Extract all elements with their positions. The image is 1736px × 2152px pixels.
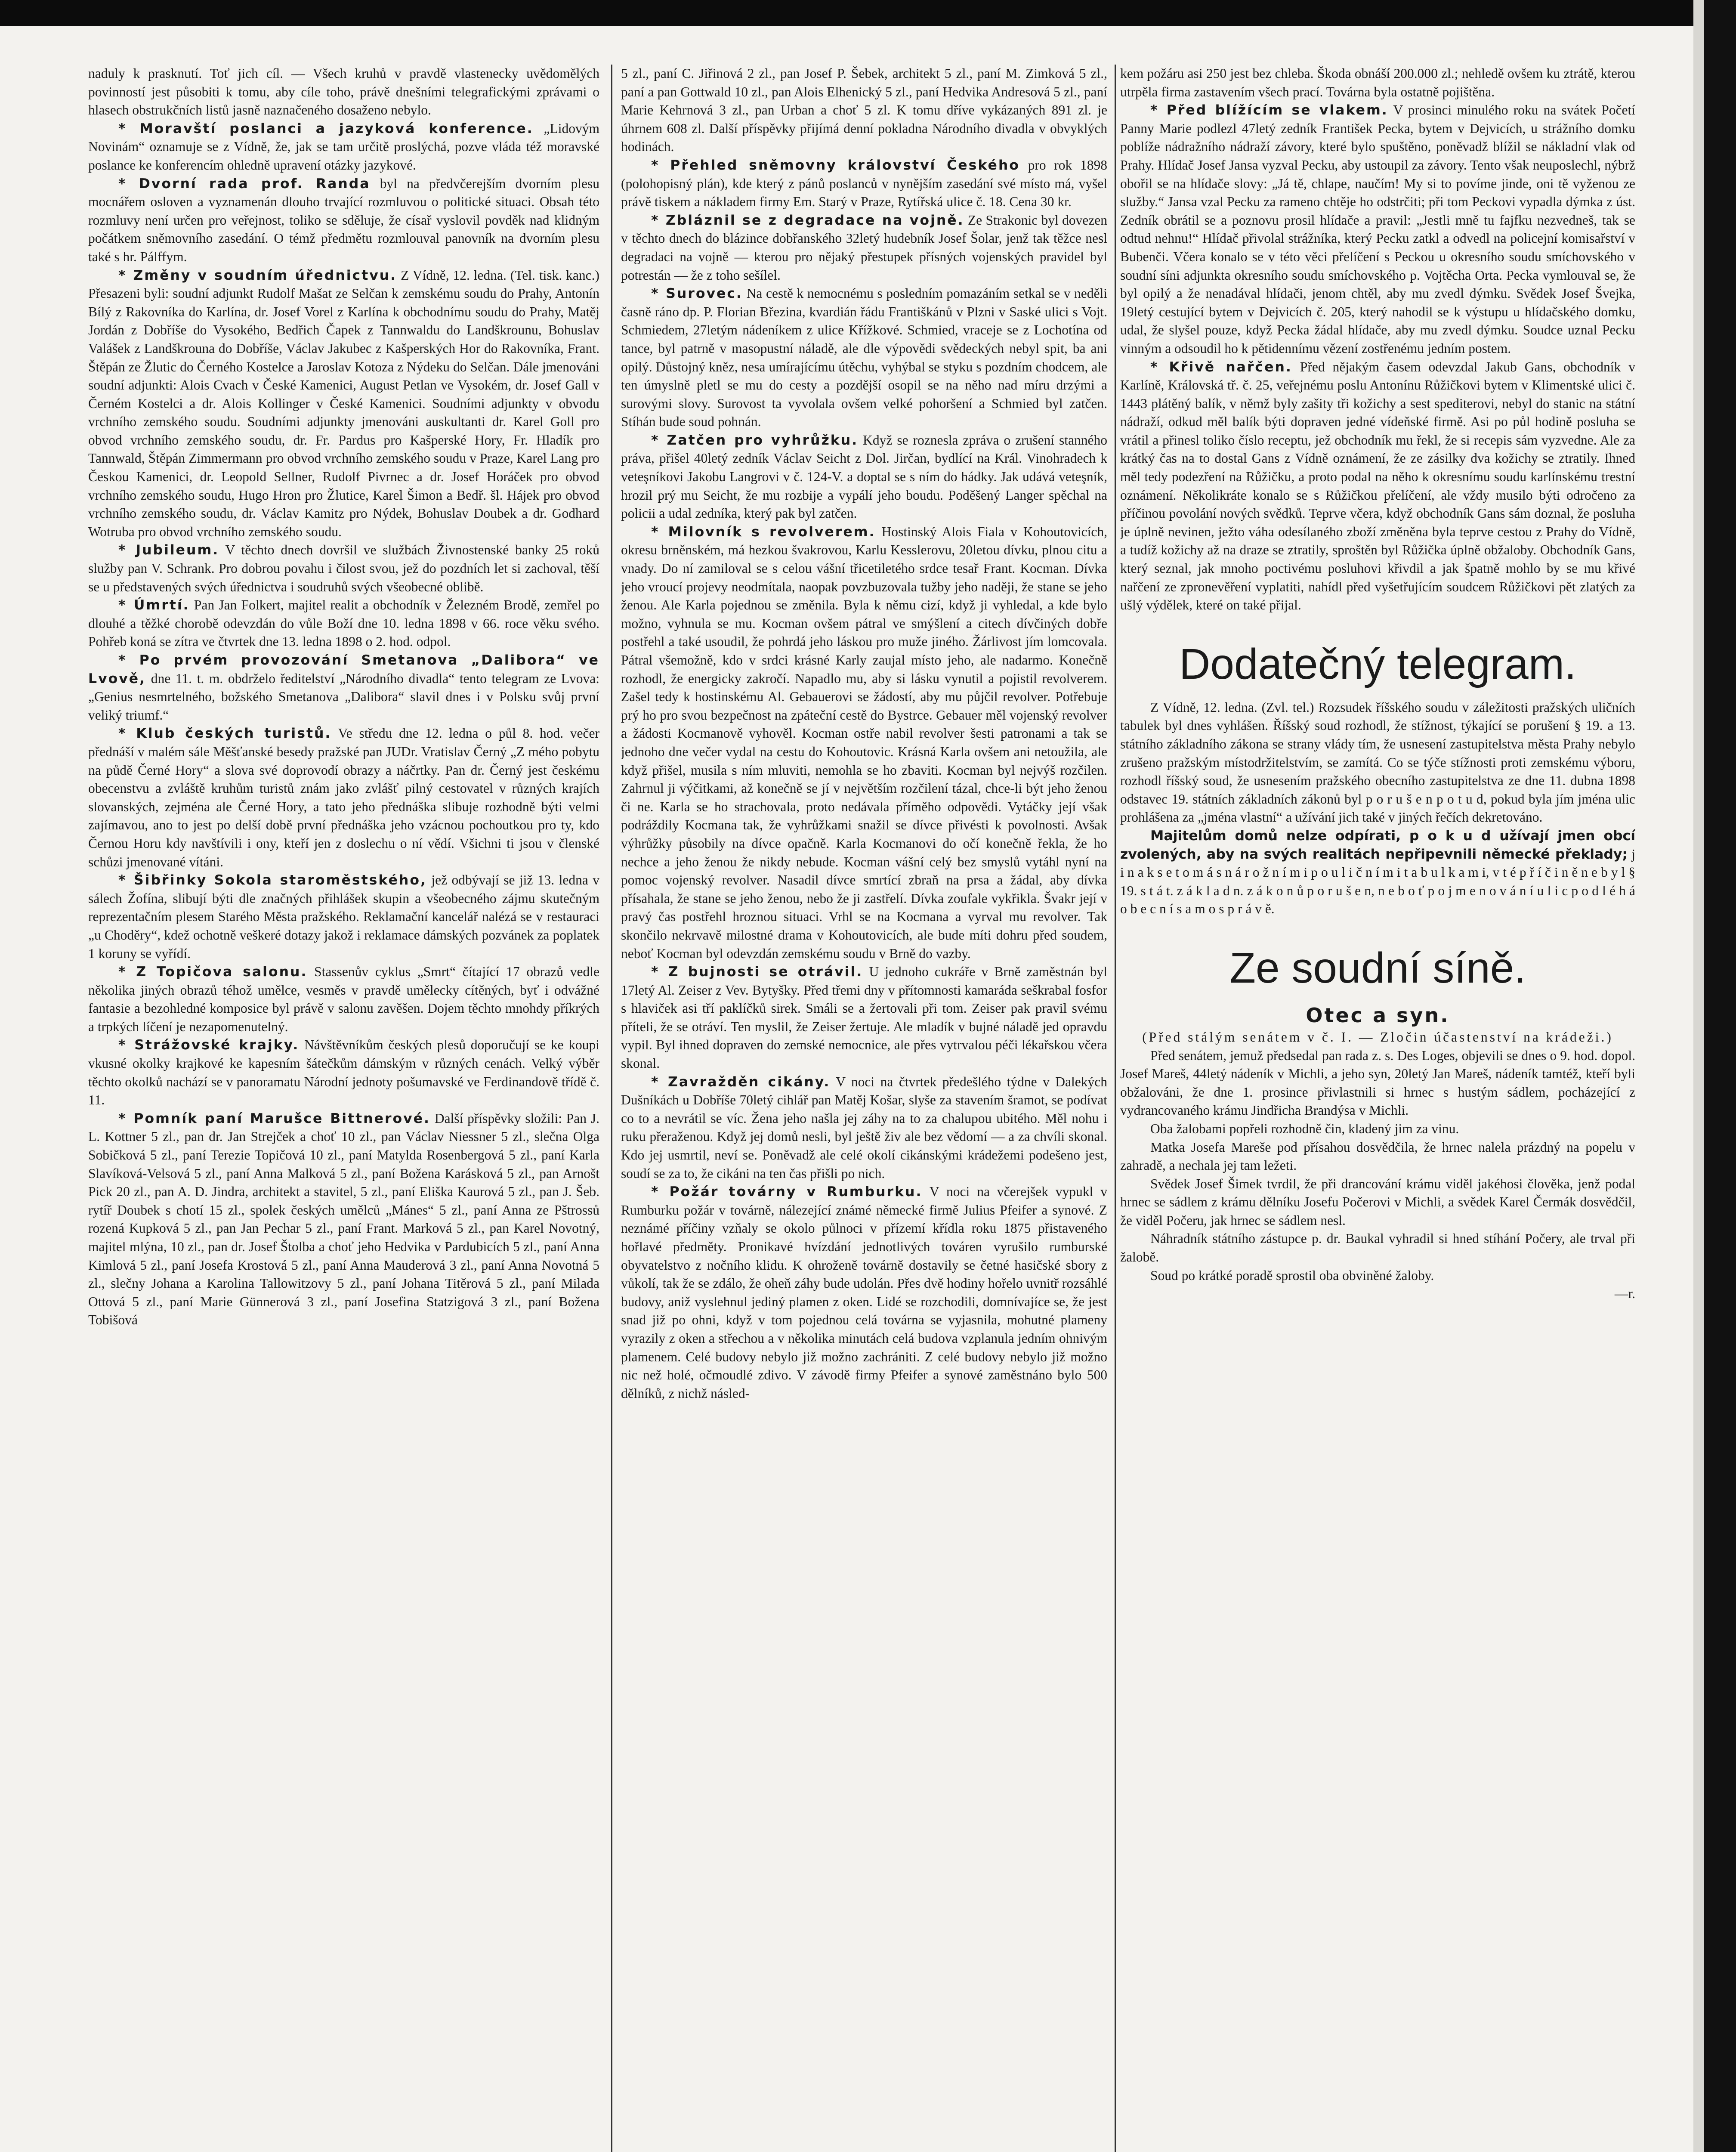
body-blizicim: V prosinci minulého roku na svátek Početí Panny Marie podlezl 47letý zedník František Pecka, bytem v Dejvicích, u strážního domku poblíže nádražního nádraží závory, které bylo spuštěno, poněvadž blížil se nákladní vlak od Prahy. Hlídač Josef Jansa vyzval Pecku, aby ustoupil za závory. Tento však neuposlechl, nýbrž obořil se na hlídače slovy: „Já tě, chlape, naučím! My si to povíme jinde, oni tě vyženou ze služby.“ Jansa vzal Pecku za rameno chtěje ho odstrčiti; při tom Peckovi vypadla dýmka z úst. Zedník obrátil se a poznovu prosil hlídače a pravil: „Jestli mně tu fajfku nezvedneš, tak se odtud nehnu!“ Hlídač přivolal strážníka, který Pecku zatkl a odvedl na policejní komisařství v Bubenči. Včera konalo se v této věci přelíčení s Peckou u okresního soudu smíchovského v soudní síni adjunkta okresního soudu smíchovského p. Vojtěcha Orta. Pecka vymlouval se, že byl opilý a že nenadával hlídači, jenom chtěl, aby mu zvedl dýmku. Svědek Josef Švejka, 19letý cestující bytem v Dejvicích č. 205, který nahodil se k výstupu u hlídačského domku, udal, že slyšel pouze, když Pecka žádal hlídače, aby mu zvedl dýmku. Soudce uznal Pecku vinným a odsoudil ho k pětidennímu vězení zostřenému jedním postem. bbox=[1120, 102, 1635, 356]
body-pozar: V noci na včerejšek vypukl v Rumburku požár v továrně, nálezející známé německé firmě Julius Pfeifer a synové. Z neznámé příčiny vzňaly se okolo půlnoci v přízemí křídla roku 1875 přistaveného hořlavé předměty. Pronikavé hvízdání jednotlivých továren vyrušilo rumburské obyvatelstvo z nočního klidu. K ohroženě továrně dostavily se četné hasičské sbory z vůkolí, tak že se zdálo, že oheň záhy bude udolán. Přes dvě hodiny hořelo uvnitř rozsáhlé budovy, aniž vyslehnul jediný plamen z oken. Lidé se rozchodili, domnívajíce se, že jest snad již po ohni, když v tom pojednou celá továrna se vyjasnila, mohutné plameny vyrazily z oken a střechou a v několika minutách celá budova vzplanula jedním ohnivým plamenem. Celé budovy nebylo již možno zachrániti. Z celé budovy nebylo již možno nic než holé, očmoudlé zdivo. V závodě firmy Pfeifer a synové zaměstnáno bylo 500 dělníků, z nichž násled- bbox=[621, 1184, 1107, 1401]
heading-pozar: * Požár továrny v Rumburku. bbox=[651, 1184, 923, 1200]
telegram-title: Dodatečný telegram. bbox=[1179, 640, 1576, 688]
article-provedeni bbox=[88, 651, 599, 724]
heading-bujnost: * Z bujnosti se otrávil. bbox=[651, 964, 863, 980]
heading-zmeny: * Změny v soudním úřednictvu. bbox=[118, 267, 397, 283]
column-rule-2 bbox=[1115, 65, 1116, 2152]
heading-sibrinky: * Šibřinky Sokola staroměstského, bbox=[118, 872, 427, 888]
court-body-2: Oba žalobami popřeli rozhodně čin, kladený jim za vinu. bbox=[1150, 1121, 1459, 1136]
body-pomnik: Další příspěvky složili: Pan J. L. Kottner 5 zl., pan dr. Jan Strejček a choť 10 zl., pan Václav Niessner 5 zl., slečna Olga Sobičková 5 zl., paní Terezie Topičová 10 zl., paní Matylda Rosenbergová 5 zl., paní Karla Slavíková-Velsová 5 zl., paní Anna Malková 5 zl., paní Božena Karásková 5 zl., pan Arnošt Pick 20 zl., pan A. D. Jindra, architekt a stavitel, 5 zl., paní Eliška Kaurová 5 zl., pan J. Šeb. rytíř Doubek s chotí 15 zl., spolek českých umělců „Mánes“ 5 zl., paní Anna ze Pštrossů rozená Kupková 5 zl., pan Jan Pechar 5 zl., paní Frant. Marková 5 zl., pan Karel Novotný, majitel mlýna, 10 zl., pan dr. Josef Štolba a choť jeho Hedvika v Pardubicích 5 zl., paní Anna Kimlová 5 zl., paní Josefa Krostová 5 zl., paní Anna Mauderová 3 zl., paní Anna Novotná 5 zl., slečny Johana a Karolina Tallowitzovy 5 zl., paní Johana Titěrová 5 zl., paní Milada Ottová 5 zl., paní Marie Günnerová 3 zl., paní Josefina Statzigová 3 zl., paní Božena Tobišová bbox=[88, 1110, 599, 1328]
heading-prehled: * Přehled sněmovny království Českého bbox=[651, 157, 1020, 173]
telegram-spaced: j i n a k s e t o m á s n á r o ž n í m i p o u l i č n í m i t a b u l k a m i, v t é p ř í č i n ě n e b y l § 19. s t á t. z á k l a d n. z á k o n ů p o r u š e n, n e b o ť p o j m e n o v á n í u l i c p o d l é h á o b e c n í s a m o s p r á v ě. bbox=[1120, 846, 1635, 917]
article-klub bbox=[88, 724, 599, 871]
article-pozar bbox=[621, 1183, 1107, 1403]
body-zavrazden: V noci na čtvrtek předešlého týdne v Dalekých Dušníkách u Dobříše 70letý cihlář pan Matěj Košar, slyše za stavením šramot, se podívat co to a nevrátil se víc. Žena jeho našla jej záhy na to za chalupou ubitého. Měl nohu i ruku přeraženou. Když jej domů nesli, byl ještě živ ale bez vědomí — a za chvíli skonal. Kdo jej usmrtil, neví se. Poněvadž ale celé okolí cikánskými krádežemi podešeno jest, soudí se za to, že cikáni na ten čas přišli po nich. bbox=[621, 1074, 1107, 1181]
court-article-title: Otec a syn. bbox=[1306, 1003, 1450, 1027]
article-jubileum bbox=[88, 541, 599, 596]
court-body-1: Před senátem, jemuž předsedal pan rada z. s. Des Loges, objevili se dnes o 9. hod. dopol. Josef Mareš, 44letý nádeník v Michli, a jeho syn, 20letý Jan Mareš, nádeník tamtéž, kteří byli obžalováni, že dne 1. prosince přivlastnili si hrnec s hustým sádlem, pocházející z vydrancovaného krámu Jindřicha Brandýsa v Michli. bbox=[1120, 1048, 1635, 1118]
heading-strazovske: * Strážovské krajky. bbox=[118, 1037, 300, 1053]
body-umrti: Pan Jan Folkert, majitel realit a obchodník v Železném Brodě, zemřel po dlouhé a těžké chorobě odevzdán do vůle Boží dne 10. ledna 1898 v 66. roce věku svého. Pohřeb koná se zítra ve čtvrtek dne 13. ledna 1898 o 2. hod. odpol. bbox=[88, 597, 599, 649]
heading-krive: * Křivě nařčen. bbox=[1150, 359, 1292, 375]
article-prehled bbox=[621, 156, 1107, 211]
article-sibrinky bbox=[88, 871, 599, 963]
heading-milovnik: * Milovník s revolverem. bbox=[651, 524, 876, 540]
court-signature: —r. bbox=[1614, 1286, 1635, 1302]
court-body-3: Matka Josefa Mareše pod přísahou dosvědčila, že hrnec nalela prázdný na popelu v zahradě, a nechala jej tam ležeti. bbox=[1120, 1139, 1635, 1173]
heading-umrti: * Úmrtí. bbox=[118, 597, 190, 613]
article-pomnik bbox=[88, 1110, 599, 1330]
heading-surovec: * Surovec. bbox=[651, 286, 743, 302]
telegram-emphasis: Majitelům domů nelze odpírati, p o k u d užívají jmen obcí zvolených, aby na svých realitách nepřipevnili německé překlady; bbox=[1120, 828, 1635, 862]
heading-topic: * Z Topičova salonu. bbox=[118, 964, 308, 980]
body-zatcen: Když se roznesla zpráva o zrušení stanného práva, přišel 40letý zedník Václav Seicht z Dol. Jirčan, bydlící na Král. Vinohradech k veteşníkovi Jakobu Langrovi v č. 124-V. a doptal se s ním do hádky. Jak udává veteşník, hrozil prý mu Seicht, že mu rozbije a vypálí jeho boudu. Poděšený Langer spěchal na policii a udal zedníka, který pak byl zatčen. bbox=[621, 432, 1107, 521]
article-umrti bbox=[88, 596, 599, 651]
article-blizicim bbox=[1120, 101, 1635, 358]
body-rada: byl na předvčerejším dvorním plesu mocnářem osloven a vyznamenán dlouho trvající rozmluvou o politické situaci. Obsah této rozmluvy není určen pro veřejnost, toliko se sděluje, že císař vyslovil povděk nad klidným počátkem sněmovního zasedání. O témž předmětu rozmlouval panovník na dvorním plesu také s hr. Pálffym. bbox=[88, 176, 599, 264]
article-moravsti bbox=[88, 120, 599, 175]
article-milovnik bbox=[621, 523, 1107, 963]
body-zbaznil: Ze Strakonic byl dovezen v těchto dnech do blázince dobřanského 32letý hudebník Josef Šolar, jenž tak těžce nesl degradaci na vojně — kterou pro nějaký přestupek přísných vojenských pravidel byl potrestán — že z toho sešílel. bbox=[621, 212, 1107, 283]
body-topic: Stassenův cyklus „Smrt“ čítající 17 obrazů vedle několika jiných obrazů téhož umělce, vesměs v pravdě umělecky cítěných, byť i odvážné fantasie a bezohledné komposice byl právě v salonu zavěšen. Dojem těchto mnohdy příkrých a trpkých líčení je nezapomenutelný. bbox=[88, 964, 599, 1034]
scan-edge-shadow bbox=[1693, 0, 1704, 2152]
heading-zbaznil: * Zbláznil se z degradace na vojně. bbox=[651, 212, 964, 228]
court-body-4: Svědek Josef Šimek tvrdil, že při drancování krámu viděl jakéhosi člověka, jenž podal hrnec se sádlem z krámu dělníku Josefu Počerovi v Michli, a svědek Karel Čermák dosvědčil, že viděl Počeru, jak hrnec se sádlem nesl. bbox=[1120, 1176, 1635, 1228]
body-bujnost: U jednoho cukráře v Brně zaměstnán byl 17letý Al. Zeiser z Vev. Bytyšky. Před třemi dny v přítomnosti kamaráda seškrabal fosfor s hlaviček asi tří paklíčků sirek. Smáli se a žertovali při tom. Zeiser pak pravil svému příteli, že se otráví. Ten myslil, že Zeiser žertuje. Ale mladík v bujné náladě jed opravdu vypil. Byl ihned dopraven do zemské nemocnice, ale přes vytrvalou péči lékařskou včera skonal. bbox=[621, 964, 1107, 1071]
article-zmeny bbox=[88, 266, 599, 541]
body-krive: Před nějakým časem odevzdal Jakub Gans, obchodník v Karlíně, Královská tř. č. 25, veřejnému poslu Antonínu Růžičkovi bytem v Klimentské ulici č. 1443 plátěný balík, v němž byly zašity tři kožichy a sest spediterovi, nebyl do stanic na státní nádraží, odkud měl balík býti dopraven jedné vídeňské firmě. Asi po půl hodině posluha se vrátil a přinesl toliko číslo receptu, jež obchodník mu řekl, že si recepis sám vyzvedne. Ale za krátký čas na to dostal Gans z Vídně oznámení, že ze zásilky dva kožichy se ztratily. Ihned měl tedy podezření na Růžičku, a proto podal na něho k okresnímu soudu karlínskému trestní oznámení. Několikráte konalo se s Růžičkou přelíčení, ale vždy musilo býti odročeno za příčinou povolání nových svědků. Teprve včera, když obchodník Gans sám doznal, že posluha je úplně nevinen, ježto váha odesílaného zboží změněna byla teprve cestou z Prahy do Vídně, a tudíž kožichy až na draze se ztratily, sproštěn byl Růžička úplně obžaloby. Obchodník Gans, který seznal, jak mnoho poctivému posluhovi křivdil a jak špatně mohlo by se mu křivé nařčení ze zpronevěření vyplatiti, nahídl před vyšetřujícím soudcem Růžičkovi pět zlatých za ušlý výdělek, které on také přijal. bbox=[1120, 359, 1635, 613]
heading-zatcen: * Zatčen pro vyhrůžku. bbox=[651, 432, 859, 448]
court-body-6: Soud po krátké poradě sprostil oba obviněné žaloby. bbox=[1150, 1268, 1434, 1283]
article-continuation: 5 zl., paní C. Jiřinová 2 zl., pan Josef P. Šebek, architekt 5 zl., paní M. Zimková 5 zl., paní a pan Gottwald 10 zl., pan Alois Elhenický 5 zl., paní Hedvika Andresová 5 zl., paní Marie Kehrnová 3 zl., pan Urban a choť 5 zl. K tomu dříve vykázaných 891 zl. je úhrnem 608 zl. Další příspěvky přijímá denní pokladna Národního divadla v obvyklých hodinách. bbox=[621, 66, 1107, 155]
article-strazovske bbox=[88, 1036, 599, 1109]
body-jubileum: V těchto dnech dovršil ve službách Živnostenské banky 25 roků služby pan V. Schrank. Pro dobrou povahu i čilost svou, jež do pozdních let si zachoval, těší se u představených svých úřednictva i soudruhů svých všeobecné oblibě. bbox=[88, 542, 599, 594]
heading-provedeni: * Po prvém provozování Smetanova „Dalibora“ ve Lvově, bbox=[88, 652, 599, 686]
article-continuation-3: kem požáru asi 250 jest bez chleba. Škoda obnáší 200.000 zl.; nehledě ovšem ku ztrátě, kterou utrpěla firma zastavením všech prací. Továrna byla ostatně pojištěna. bbox=[1120, 66, 1635, 99]
column-2 bbox=[621, 65, 1107, 2152]
article-surovec bbox=[621, 284, 1107, 431]
telegram-body-2 bbox=[1120, 827, 1635, 918]
court-body-5: Náhradník státního zástupce p. dr. Baukal vyhradil si hned stíhání Počery, ale trval při žalobě. bbox=[1120, 1231, 1635, 1265]
article-rada bbox=[88, 175, 599, 266]
article-intro: naduly k prasknutí. Toť jich cíl. — Všech kruhů v pravdě vlastenecky uvědomělých povinností jest působiti k tomu, aby cíle toho, právě dnešními telegrafickými zprávami o hlasech obstrukčních listů jasně naznačeného dosaženo nebylo. bbox=[88, 66, 599, 118]
article-topic bbox=[88, 963, 599, 1036]
body-strazovske: Návštěvníkům českých plesů doporučují se ke koupi vkusné okolky krajkové ke kapesním šátečkům dámským v různých cenách. Velký výběr těchto okolků nachází se v panoramatu Národní jednoty pošumavské ve Ferdinandově třídě č. 11. bbox=[88, 1037, 599, 1108]
heading-pomnik: * Pomník paní Marušce Bittnerové. bbox=[118, 1110, 430, 1126]
article-krive bbox=[1120, 358, 1635, 615]
column-3 bbox=[1120, 65, 1635, 2152]
heading-rada: * Dvorní rada prof. Randa bbox=[118, 176, 371, 192]
heading-klub: * Klub českých turistů. bbox=[118, 726, 332, 742]
scan-edge-top bbox=[0, 0, 1736, 26]
article-bujnost bbox=[621, 963, 1107, 1073]
body-milovnik: Hostinský Alois Fiala v Kohoutovicích, okresu brněnském, má hezkou švakrovou, Karlu Kesslerovu, 20letou dívku, plnou citu a vnady. Do ní zamiloval se s celou vášní třicetiletého srdce tesař Frant. Kocman. Dívka jeho vroucí projevy neodmítala, naopak povzbuzovala tužby jeho naději, že stane se jeho ženou. Ale Karla pojednou se změnila. Byla k němu cizí, když ji vyhledal, a kde bylo možno, vyhnula se mu. Kocman ovšem pátral ve smýšlení a citech dívčiných dobře postřehl a také usoudil, že pohrdá jeho láskou pro muže jiného. Žárlivost jím lomcovala. Pátral všemožně, kdo v srdci krásné Karly zaujal místo jeho, ale nadarmo. Konečně rozhodl, že energicky zakročí. Napadlo mu, aby si lásku vynutil a pojistil revolverem. Zašel tedy k hostinskému Al. Gebauerovi se žádostí, aby mu půjčil revolver. Potřebuje prý ho pro svou bezpečnost na zpáteční cestě do Bystrce. Gebauer měl vojenský revolver a žádosti Kocmanově vyhověl. Kocman ostře nabil revolver šesti patronami a tak se jednoho dne večer vydal na cestu do Kohoutovic. Krásná Karla ovšem ani netoužila, ale když přišel, musila s ním mluviti, nemohla se ho zbaviti. Kocman byl nejvýš rozčilen. Zahrnul ji výčitkami, až konečně se jí v největším rozčilení tázal, chce-li být jeho ženou či ne. Karla se ho strachovala, proto nedávala příměho odpovědi. Vytáčky její však podráždily Kocmana tak, že vyhrůžkami snažil se dívce přivésti k povolnosti. Avšak výhrůžky působily na dívce opačně. Karla Kocmanovi do očí konečně řekla, že ho nechce a jeho ženou že nikdy nebude. Kocman vášní celý bez smyslů vytáhl nyní na pomoc vojenský revolver. Nasadil dívce smrtící zbraň na prsa a žádal, aby dívka přísahala, že stane se jeho ženou, nebo že ji zastřelí. Dívka zoufale vykřikla. Švakr její v pravý čas postřehl hroznou situaci. Vrhl se na Kocmana a vyrval mu revolver. Tak skončilo nekrvavě milostné drama v Kohoutovicích, ale bude míti dohru před soudem, neboť Kocman byl odevzdán zemskému soudu v Brně do vazby. bbox=[621, 524, 1107, 961]
article-zatcen bbox=[621, 431, 1107, 523]
column-1 bbox=[88, 65, 599, 2152]
body-klub: Ve středu dne 12. ledna o půl 8. hod. večer přednáší v malém sále Měšťanské besedy pražské pan JUDr. Vratislav Černý „Z mého pobytu na půdě Černé Hory“ a slova své doprovodí obrazy a náčrtky. Pan dr. Černý jest českému obecenstvu a zvláště kruhům turistů znám jako zvlášť pilný cestovatel v různých krajích slovanských, zejména ale Černé Hory, a tato jeho přednáška slibuje rozhodně býti velmi zajímavou, ano to jest po delší době první přednáška jeho vzácnou pochoutkou pro ty, kdo Černou Horu kdy navštívili i ony, kteří jen z doslechu o ní vědí. Všichni ti jsou v členské schůzi jmenované vítáni. bbox=[88, 726, 599, 869]
heading-blizicim: * Před blížícím se vlakem. bbox=[1150, 102, 1388, 118]
body-provedeni: dne 11. t. m. obdrželo ředitelství „Národního divadla“ tento telegram ze Lvova: „Genius nesmrtelného, božského Smetanova „Dalibora“ slavil dnes i v Polsku svůj první veliký triumf.“ bbox=[88, 671, 599, 723]
court-section-title: Ze soudní síně. bbox=[1229, 943, 1526, 992]
column-rule-1 bbox=[611, 65, 612, 2152]
telegram-body-1: Z Vídně, 12. ledna. (Zvl. tel.) Rozsudek říšského soudu v záležitosti pražských uličních tabulek byl dnes vyhlášen. Říšský soud rozhodl, že stížnost, týkající se porušení § 19. a 13. státního základního zákona se strany vlády tím, že usnesení zastupitelstva města Prahy nebylo zrušeno pražským místodržitelstvím, se zamítá. Co se týče stížnosti proti zemskému výboru, rozhodl říšský soud, že usnesením pražského obecního zastupitelstva ze dne 11. dubna 1898 odstavec 19. státních základních zákonů byl p o r u š e n p o t u d, pokud byla jím jména ulic prohlášena za „jména vlastní“ a užívání jich také v jiných řečích dekretováno. bbox=[1120, 699, 1635, 825]
heading-jubileum: * Jubileum. bbox=[118, 542, 219, 558]
body-surovec: Na cestě k nemocnému s posledním pomazáním setkal se v neděli časně ráno dp. P. Florian Březina, kvardián řádu Františkánů v Plzni v Saské ulici s Vojt. Schmiedem, 27letým nádeníkem z ulice Křížkové. Schmied, vraceje se z Lochotína od tance, byl patrně v masopustní náladě, ale dle výpovědi svědeckých nebyl spit, ba ani opilý. Důstojný kněz, nesa umírajícímu útěchu, vyhýbal se styku s pozdním chodcem, ale ten úmyslně pletl se mu do cesty a pozdější osopil se na něho nad míru drzými a surovými slovy. Surovost ta vyvolala ovšem velké pohoršení a Schmied byl zatčen. Stíhán bude soud pohnán. bbox=[621, 286, 1107, 430]
scan-edge-right bbox=[1704, 0, 1736, 2152]
article-zbaznil bbox=[621, 211, 1107, 284]
body-zmeny: Z Vídně, 12. ledna. (Tel. tisk. kanc.) Přesazeni byli: soudní adjunkt Rudolf Mašat ze Selčan k zemskému soudu do Prahy, Antonín Bílý z Rakovníka do Karlína, dr. Josef Vorel z Karlína k obchodnímu soudu do Prahy, Matěj Jordán z Dobříše do Vysokého, Bedřich Čapek z Tannwaldu do Landškrounu, Bohuslav Valášek z Landškrouna do Dobříše, Václav Jakubec z Kašperských Hor do Rakovníka, Frant. Štěpán ze Žlutic do Černého Kostelce a Jaroslav Kotoza z Nýdeku do Selčan. Dále jmenováni soudní adjunkti: Alois Cvach v České Kamenici, August Petlan ve Vysokém, dr. Josef Gall v Černém Kostelci a dr. Alois Kollinger v České Kamenici. Soudními adjunkty v obvodu vrchního zemského soudu. Soudními adjunkty jmenováni auskultanti dr. Karel Goll pro obvod vrchního zemského soudu, dr. Fr. Pardus pro Kašperské Hory, Fr. Hladík pro Tannwald, Štěpán Zimmermann pro obvod vrchního zemského soudu v Praze, Karel Lang pro Českou Kamenici, dr. Leopold Sellner, Rudolf Pivrnec a dr. Josef Horáček pro obvod vrchního zemského soudu, Hugo Hron pro Žlutice, Karel Šimon a Bedř. šl. Hájek pro obvod vrchního zemského soudu, dr. Václav Kamitz pro Nýdek, Bohuslav Doubek a dr. Godhard Wotruba pro obvod vrchního zemského soudu. bbox=[88, 267, 599, 539]
heading-moravsti: * Moravští poslanci a jazyková konference. bbox=[118, 121, 534, 136]
court-intro: (Před stálým senátem v č. I. — Zločin účastenství na krádeži.) bbox=[1142, 1029, 1613, 1045]
article-zavrazden bbox=[621, 1073, 1107, 1183]
body-prehled: pro rok 1898 (polohopisný plán), kde který z pánů poslanců v nynějším zasedání své místo má, vyšel právě tiskem a nákladem firmy Em. Starý v Praze, Rytířská ulice č. 18. Cena 30 kr. bbox=[621, 157, 1107, 210]
body-moravsti: „Lidovým Novinám“ oznamuje se z Vídně, že, jak se tam určitě proslýchá, pozve vláda též moravské poslance ke konferencím ohledně upravení otázky jazykové. bbox=[88, 121, 599, 173]
body-sibrinky: jež odbývají se již 13. ledna v sálech Žofína, slibují býti dle značných přihlášek skupin a všeobecného zájmu skutečným reprezentačním plesem Starého Města pražského. Reklamační kancelář nalézá se v restauraci „u Choděry“, kdež ochotně veškeré dotazy jakož i reklamace dámských pozvánek za poplatek 1 koruny se vyřídí. bbox=[88, 872, 599, 961]
heading-zavrazden: * Zavražděn cikány. bbox=[651, 1074, 831, 1090]
